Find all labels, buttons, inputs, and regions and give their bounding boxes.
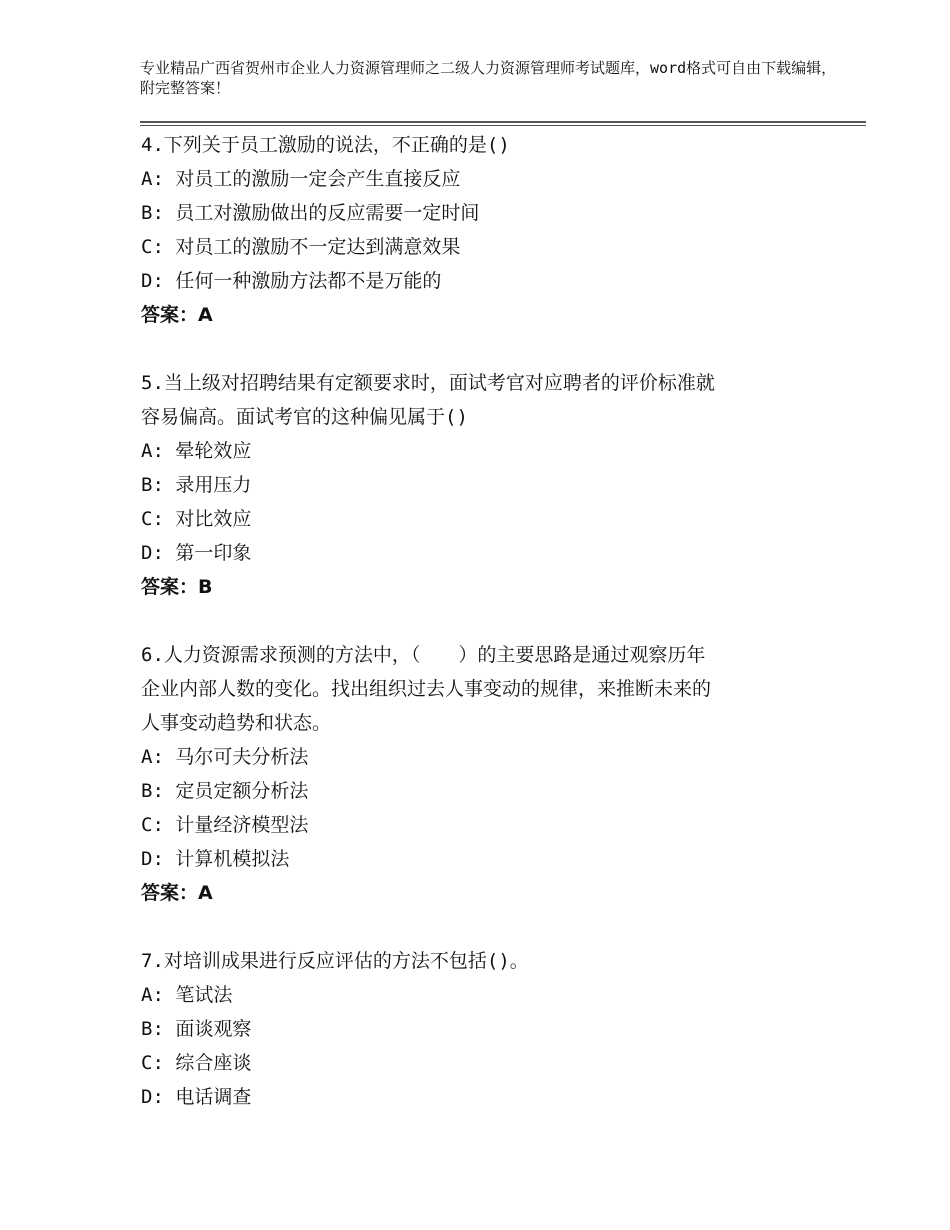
option-d: D: 任何一种激励方法都不是万能的 (141, 270, 442, 292)
option-c: C: 计量经济模型法 (141, 814, 309, 836)
question-7 (141, 944, 821, 1114)
option-a: A: 对员工的激励一定会产生直接反应 (141, 168, 461, 190)
answer: 答案：A (141, 882, 213, 904)
option-b: B: 面谈观察 (141, 1018, 252, 1040)
answer: 答案：A (141, 304, 213, 326)
question-stem: 7.对培训成果进行反应评估的方法不包括()。 (141, 950, 529, 972)
question-4 (141, 128, 821, 332)
option-d: D: 电话调查 (141, 1086, 252, 1108)
question-stem: 5.当上级对招聘结果有定额要求时，面试考官对应聘者的评价标准就 (141, 372, 715, 394)
question-stem-continued: 容易偏高。面试考官的这种偏见属于() (141, 406, 468, 428)
option-b: B: 录用压力 (141, 474, 252, 496)
option-b: B: 员工对激励做出的反应需要一定时间 (141, 202, 480, 224)
option-c: C: 对比效应 (141, 508, 252, 530)
question-stem: 6.人力资源需求预测的方法中，（ ）的主要思路是通过观察历年 (141, 644, 706, 666)
option-a: A: 晕轮效应 (141, 440, 252, 462)
question-stem: 4.下列关于员工激励的说法，不正确的是() (141, 134, 510, 156)
option-c: C: 对员工的激励不一定达到满意效果 (141, 236, 461, 258)
answer: 答案：B (141, 576, 213, 598)
option-b: B: 定员定额分析法 (141, 780, 309, 802)
option-d: D: 计算机模拟法 (141, 848, 290, 870)
question-5 (141, 366, 821, 604)
header-divider-thin (140, 125, 866, 126)
header-divider (140, 121, 866, 123)
option-c: C: 综合座谈 (141, 1052, 252, 1074)
question-6 (141, 638, 821, 910)
question-stem-continued: 人事变动趋势和状态。 (141, 712, 332, 734)
question-list (141, 128, 821, 1114)
option-d: D: 第一印象 (141, 542, 252, 564)
option-a: A: 马尔可夫分析法 (141, 746, 309, 768)
document-header: 专业精品广西省贺州市企业人力资源管理师之二级人力资源管理师考试题库，word格式可自由下载编辑，附完整答案！ (140, 59, 837, 97)
option-a: A: 笔试法 (141, 984, 233, 1006)
question-stem-continued: 企业内部人数的变化。找出组织过去人事变动的规律，来推断未来的 (141, 678, 712, 700)
